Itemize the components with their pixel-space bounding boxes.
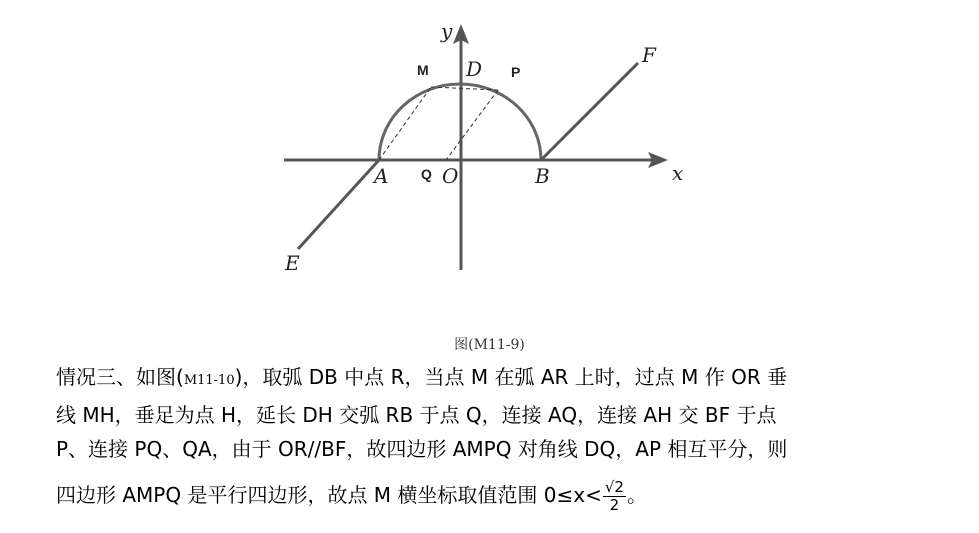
label-Q: Q [421, 166, 432, 182]
line-BF [541, 63, 638, 160]
figure-reference: M11-10 [183, 373, 235, 388]
fraction-sqrt2-over-2 [603, 479, 626, 514]
label-x: x [672, 161, 684, 185]
paragraph-line-1 [56, 360, 936, 398]
label-P: P [511, 64, 521, 80]
line1-part-b: )，取弧 DB 中点 R，当点 M 在弧 AR 上时，过点 M 作 OR 垂 [234, 365, 788, 389]
line1-part-a: 情况三、如图( [56, 365, 184, 389]
fraction-numerator: √2 [604, 478, 624, 496]
fraction-denominator: 2 [609, 496, 620, 514]
figure-caption: 图(M11-9) [454, 337, 525, 353]
label-F: F [642, 43, 656, 67]
geometry-figure [270, 8, 710, 298]
label-E: E [285, 251, 300, 275]
label-y: y [441, 19, 453, 43]
paragraph-line-3: P、连接 PQ、QA，由于 OR//BF，故四边形 AMPQ 对角线 DQ，AP 相互平分，则 [56, 437, 788, 461]
line-AE [298, 160, 379, 249]
label-B: B [535, 164, 550, 188]
label-O: O [442, 164, 459, 188]
solution-paragraph [56, 360, 936, 514]
line4-text: 四边形 AMPQ 是平行四边形，故点 M 横坐标取值范围 0≤x< [56, 483, 602, 507]
paragraph-line-2: 线 MH，垂足为点 H，延长 DH 交弧 RB 于点 Q，连接 AQ，连接 AH 交 BF 于点 [56, 403, 777, 427]
label-D: D [466, 57, 483, 81]
line4-end: 。 [626, 483, 647, 507]
dashed-parallelogram [379, 87, 498, 160]
label-M: M [417, 62, 429, 78]
label-A: A [374, 164, 389, 188]
paragraph-line-4 [56, 478, 936, 514]
